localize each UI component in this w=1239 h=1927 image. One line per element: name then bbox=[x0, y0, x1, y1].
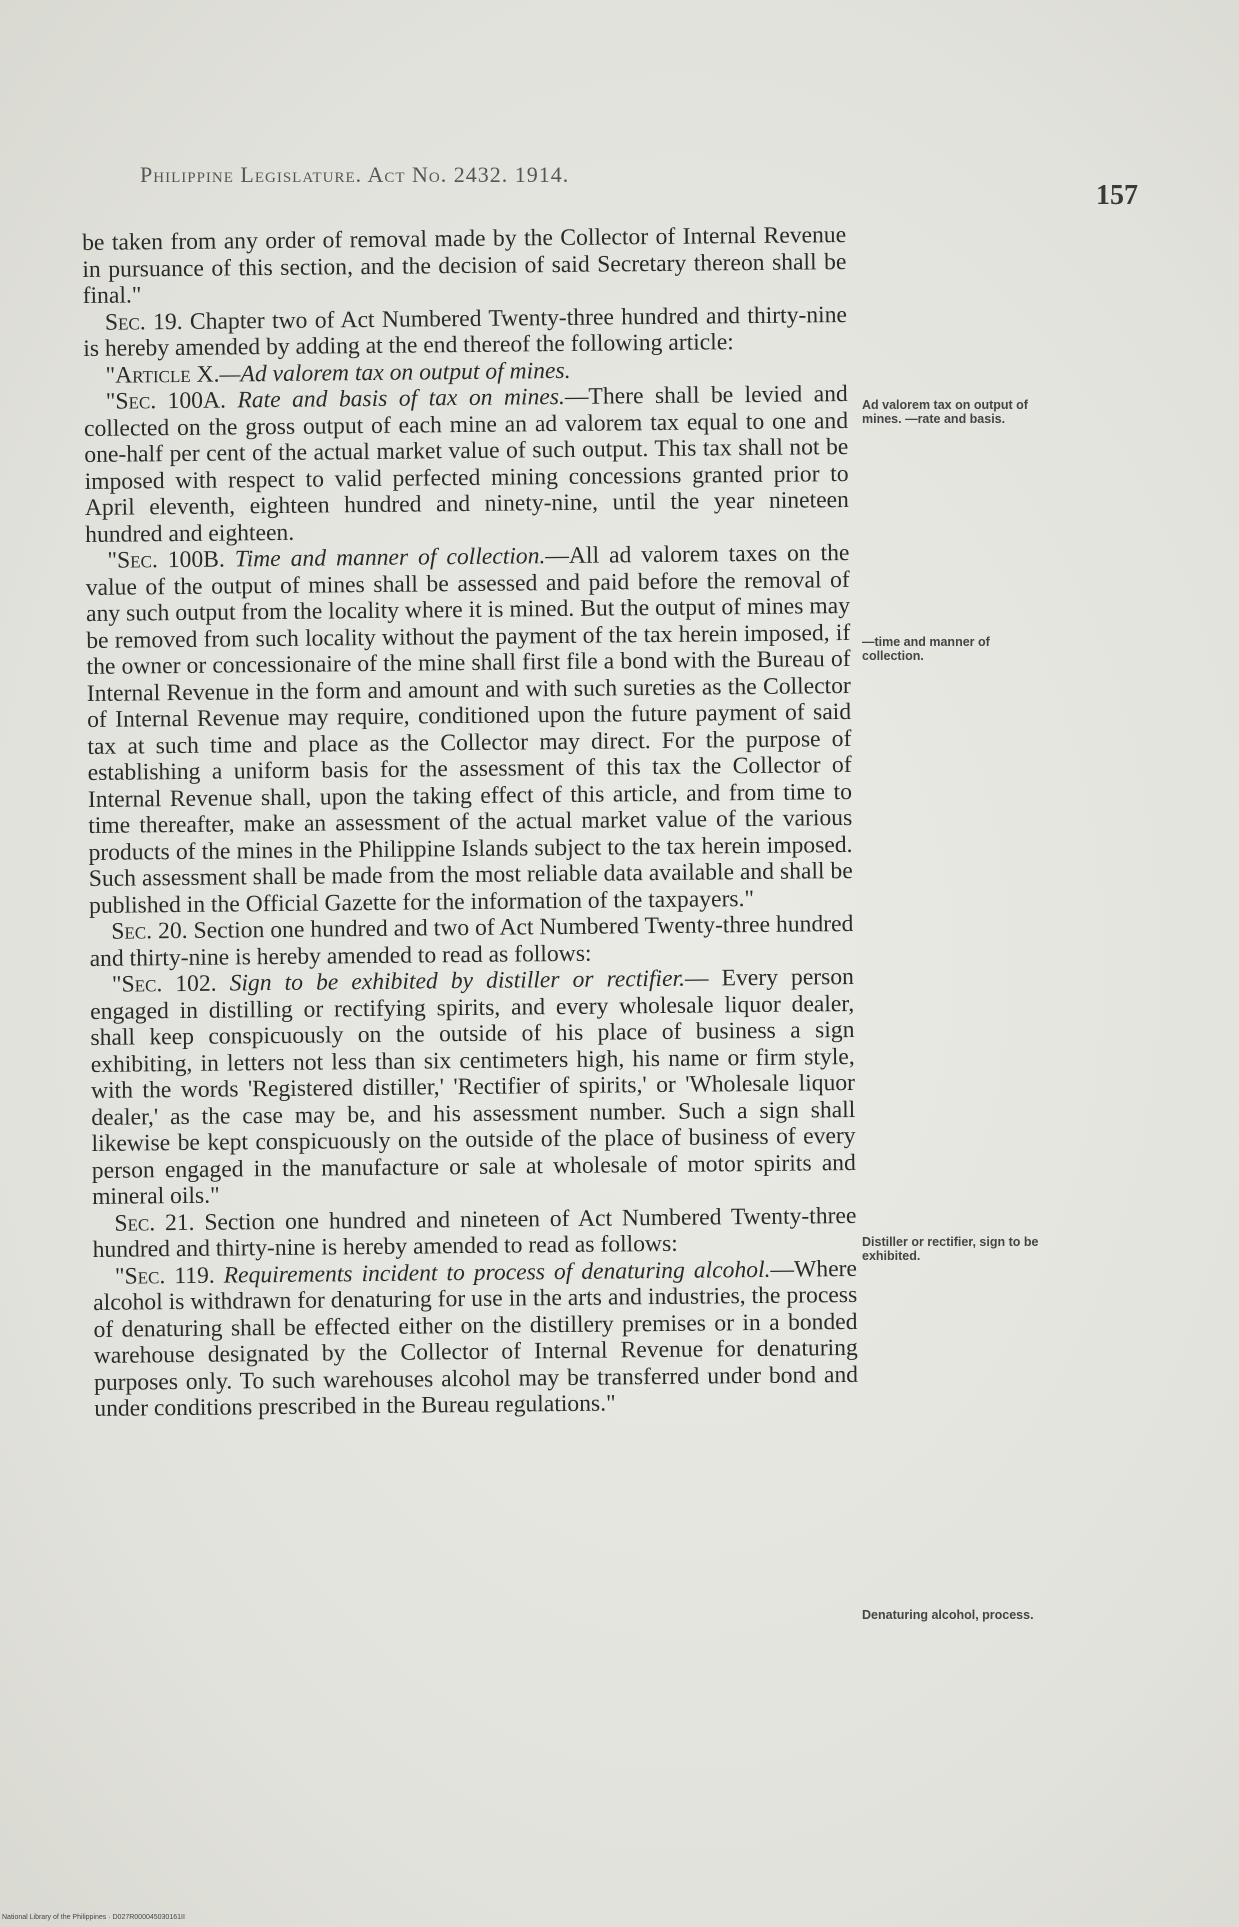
paragraph-sec-19: Sec. 19. Chapter two of Act Numbered Twenty-three hundred and thirty-nine is hereby amended by adding at the end thereof the following article: bbox=[83, 301, 848, 362]
paragraph-sec-102: "Sec. 102. Sign to be exhibited by distiller or rectifier.— Every person engaged in distilling or rectifying spirits, and every wholesale liquor dealer, shall keep conspicuously on the outside of his place of business a sign exhibiting, in letters not less than six centimeters high, his name or firm style, with the words 'Registered distiller,' 'Rectifier of spirits,' or 'Wholesale liquor dealer,' as the case may be, and his assessment number. Such a sign shall likewise be kept conspicuously on the outside of the place of business of every person engaged in the manufacture or sale at wholesale of motor spirits and mineral oils." bbox=[90, 963, 856, 1210]
paragraph-article-x: "Article X.—Ad valorem tax on output of mines. bbox=[105, 357, 571, 389]
body-text bbox=[82, 222, 858, 1422]
margin-note-time-manner: —time and manner of collection. bbox=[862, 635, 990, 663]
margin-note-distiller: Distiller or rectifier, sign to be exhibited. bbox=[862, 1235, 1039, 1263]
paragraph-sec-21: Sec. 21. Section one hundred and nineteen of Act Numbered Twenty-three hundred and thirty-nine is hereby amended to read as follows: bbox=[92, 1202, 857, 1263]
paragraph-sec-20: Sec. 20. Section one hundred and two of Act Numbered Twenty-three hundred and thirty-nine is hereby amended to read as follows: bbox=[89, 910, 854, 972]
margin-note-ad-valorem: Ad valorem tax on output of mines. —rate and basis. bbox=[862, 398, 1028, 426]
running-head: Philippine Legislature. Act No. 2432. 1914. bbox=[140, 162, 570, 187]
paragraph-sec-119: "Sec. 119. Requirements incident to process of denaturing alcohol.—Where alcohol is withdrawn for denaturing for use in the arts and industries, the process of denaturing shall be effected either on the distillery premises or in a bonded warehouse designated by the Collector of Internal Revenue for denaturing purposes only. To such warehouses alcohol may be transferred under bond and under conditions prescribed in the Bureau regulations." bbox=[93, 1255, 859, 1422]
paragraph-sec-100b: "Sec. 100B. Time and manner of collection.—All ad valorem taxes on the value of the output of mines shall be assessed and paid before the removal of any such output from the locality where it is mined. But the output of mines may be removed from such locality without the payment of the tax herein imposed, if the owner or concessionaire of the mine shall first file a bond with the Bureau of Internal Revenue in the form and amount and with such sureties as the Collector of Internal Revenue may require, conditioned upon the future payment of said tax at such time and place as the Collector may direct. For the purpose of establishing a uniform basis for the assessment of this tax the Collector of Internal Revenue shall, upon the taking effect of this article, and from time to time thereafter, make an assessment of the actual market value of the various products of the mines in the Philippine Islands subject to the tax herein imposed. Such assessment shall be made from the most reliable data available and shall be published in the Official Gazette for the information of the taxpayers." bbox=[85, 539, 853, 919]
paragraph-sec-100a: "Sec. 100A. Rate and basis of tax on mines.—There shall be levied and collected on the gross output of each mine an ad valorem tax equal to one and one-half per cent of the actual market value of such output. This tax shall not be imposed with respect to valid perfected mining concessions granted prior to April eleventh, eighteen hundred and ninety-nine, until the year nineteen hundred and eighteen. bbox=[83, 380, 850, 548]
paragraph-continuation: be taken from any order of removal made by the Collector of Internal Revenue in pursuance of this section, and the decision of said Secretary thereon shall be final." bbox=[82, 221, 847, 309]
margin-note-denaturing: Denaturing alcohol, process. bbox=[862, 1608, 1034, 1622]
page-number: 157 bbox=[1096, 180, 1138, 211]
footer-stamp: National Library of the Philippines · D027R000045030161II bbox=[2, 1914, 185, 1921]
